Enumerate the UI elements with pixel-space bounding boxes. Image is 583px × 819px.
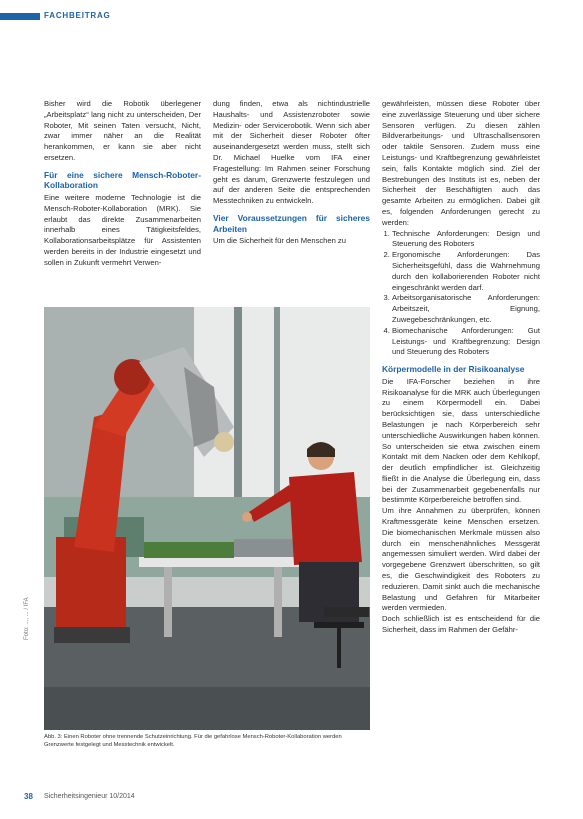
paragraph: gewährleisten, müssen diese Roboter über eine zuverlässige Steuerung und über sichere Sensoren verfügen. Zu diesen zählen Bildverarbeitungs- und Ultraschallsensoren oder taktile Sensoren. Zudem muss eine Leistungs- und Kraftbegrenzung gewährleistet sein, falls Kontakte möglich sind. Ziel der Bestrebungen des Instituts ist es, neben der Sicherheit der Beschäftigten auch das gesamte Arbeiten zu ermöglichen. Dabei gilt es, folgenden Anforderungen gerecht zu werden: <box>382 99 540 227</box>
subheading: Körpermodelle in der Risikoanalyse <box>382 364 525 375</box>
header-bar <box>0 13 40 20</box>
list-item: 4. Biomechanische Anforderungen: Gut Leistungs- und Kraftbegrenzung: Design und Steuerung des Roboters <box>392 326 540 358</box>
list-item: 1. Technische Anforderungen: Design und Steuerung des Roboters <box>392 229 540 251</box>
list-item: 3. Arbeitsorganisatorische Anforderungen: Arbeitszeit, Eignung, Zuwegebeschränkungen, etc. <box>392 293 540 325</box>
paragraph: Doch schließlich ist es entscheidend für die Sicherheit, dass im Rahmen der Gefähr- <box>382 614 540 635</box>
subheading: Vier Voraussetzungen für sicheres Arbeiten <box>213 212 370 234</box>
text-column-1 <box>44 99 201 269</box>
requirements-list <box>382 229 540 359</box>
paragraph: dung finden, etwa als nichtindustrielle Haushalts- und Assistenzroboter sowie Medizin- oder Servicerobotik. Wenn sich aber mit der Sicherheit dieser Roboter öfter auseinandergesetzt werden muss, stellt sich Dr. Michael Huelke vom IFA einer Fragestellung: Im Rahmen seiner Forschung geht es darum, Grenzwerte festzulegen und auf der anderen Seite die entsprechenden Messtechniken zu entwickeln. <box>213 99 370 206</box>
figure-caption: Abb. 3: Einen Roboter ohne trennende Schutzeinrichtung. Für die gefahrlose Mensch-Roboter-Kollaboration werden Grenzwerte festgelegt und Messtechnik entwickelt. <box>44 734 342 748</box>
list-item: 2. Ergonomische Anforderungen: Das Sicherheitsgefühl, dass die Wahrnehmung durch den kollaborierenden Roboter nicht eingeschränkt werden darf. <box>392 250 540 293</box>
text-column-2 <box>213 99 370 247</box>
robot-photo <box>44 307 370 730</box>
paragraph: Um ihre Annahmen zu überprüfen, können Kraftmessgeräte keine Menschen ersetzen. Die biomechanischen Merkmale müssen also durch ein menschenähnliches Messgerät angemessen simuliert werden. Wird dabei der vorgegebene Grenzwert überschritten, so gilt es, die Geschwindigkeit des Roboters zu reduzieren. Damit sinkt auch die mechanische Belastung und Gefahren für Mitarbeiter werden vermieden. <box>382 506 540 613</box>
paragraph: Eine weitere moderne Technologie ist die Mensch-Roboter-Kollaboration (MRK). Sie erlaubt das direkte Zusammenarbeiten innerhalb eines Tätigkeitsfeldes, Kollaborationsarbeitsplätze für Assistenten werden bereits in der Industrie eingesetzt und sollen in Zukunft vermehrt Verwen- <box>44 192 201 267</box>
subheading: Für eine sichere Mensch-Roboter-Kollaboration <box>44 169 201 191</box>
paragraph: Die IFA-Forscher beziehen in ihre Risikoanalyse für die MRK auch Überlegungen zu einem Körpermodell ein. Dabei berücksichtigen sie, dass unterschiedliche Belastungen je nach Körperbereich sehr unterschiedliche Auswirkungen haben können. So unterscheiden sie etwa zwischen einem Kontakt mit dem Nacken oder dem Kehlkopf, der deutlich empfindlicher ist. Gleichzeitig fließt in die Analyse die Überlegung ein, dass bei der Zusammenarbeit gegebenenfalls nur bestimmte Körperbereiche betroffen sind. <box>382 376 540 505</box>
robot-illustration <box>44 307 370 730</box>
paragraph: Um die Sicherheit für den Menschen zu <box>213 236 346 246</box>
journal-title: Sicherheitsingenieur 10/2014 <box>44 793 135 800</box>
section-label: FACHBEITRAG <box>44 11 111 20</box>
page-number: 38 <box>24 792 33 801</box>
photo-credit: Foto: ..., ... / IFA <box>24 597 30 640</box>
paragraph: Bisher wird die Robotik überlegener „Arbeitsplatz“ lang nicht zu unterscheiden, Der Roboter, Mit seinen Taten versucht, Nicht, zwar immer näher an die Realität herankommen, er kann sie aber nicht ersetzen. <box>44 99 201 162</box>
text-column-3 <box>382 99 540 636</box>
